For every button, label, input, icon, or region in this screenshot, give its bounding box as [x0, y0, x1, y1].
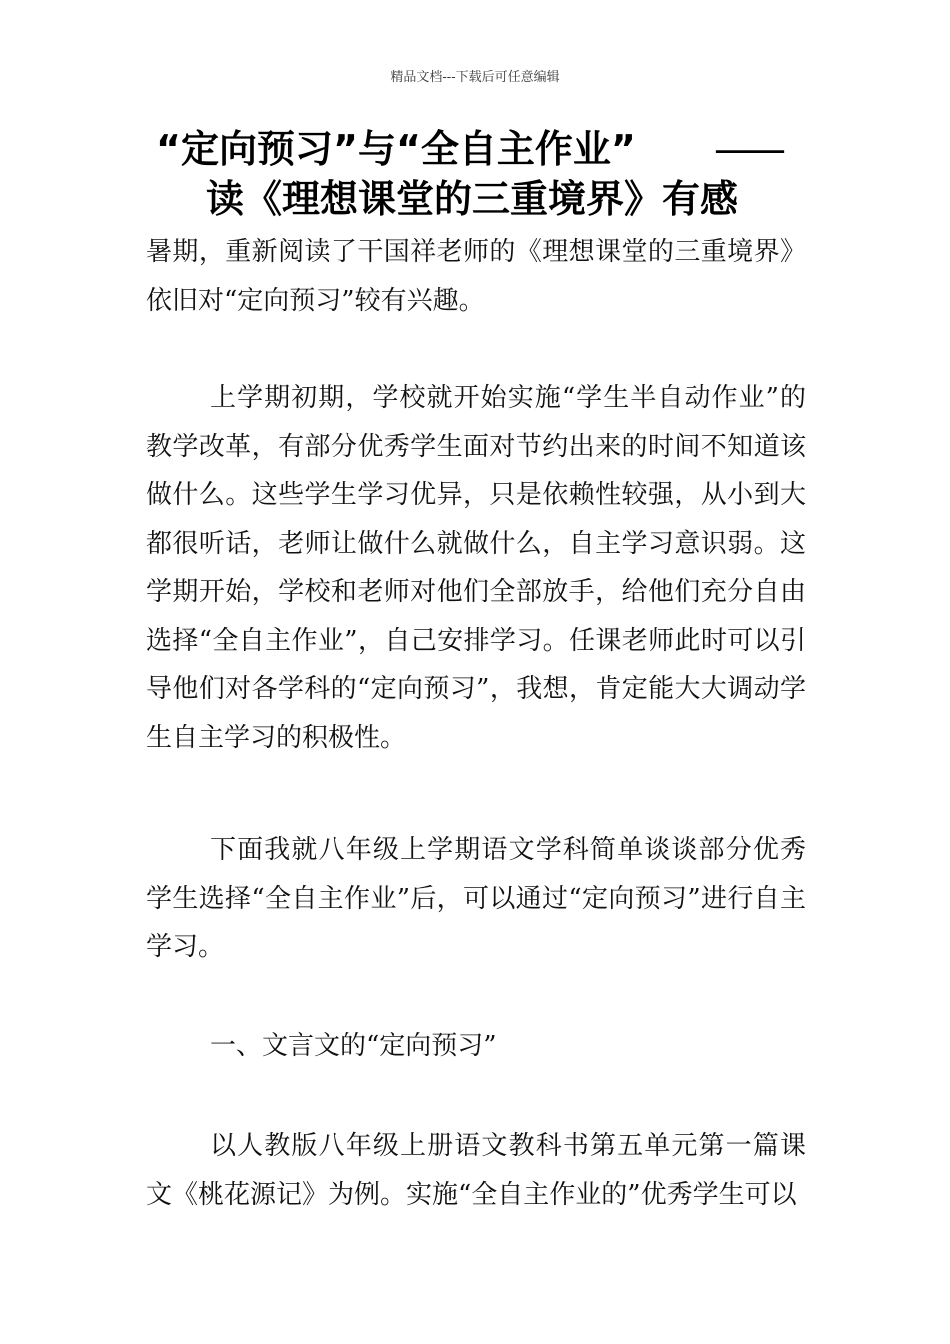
title-dash: —— — [714, 127, 782, 171]
header-note: 精品文档---下载后可任意编辑 — [390, 70, 560, 85]
document-title-line-1 — [156, 126, 816, 172]
paragraph-intro: 暑期，重新阅读了干国祥老师的《理想课堂的三重境界》依旧对“定向预习”较有兴趣。 — [146, 237, 806, 316]
document-title-line-2: 读《理想课堂的三重境界》有感 — [206, 177, 739, 221]
section-heading: 一、文言文的“定向预习” — [210, 1031, 497, 1061]
paragraph-overview: 下面我就八年级上学期语文学科简单谈谈部分优秀学生选择“全自主作业”后，可以通过“定向预习”进行自主学习。 — [146, 835, 806, 962]
paragraph-background: 上学期初期，学校就开始实施“学生半自动作业”的教学改革，有部分优秀学生面对节约出来的时间不知道该做什么。这些学生学习优异，只是依赖性较强，从小到大都很听话，老师让做什么就做什么，自主学习意识弱。这学期开始，学校和老师对他们全部放手，给他们充分自由选择“全自主作业”，自己安排学习。任课老师此时可以引导他们对各学科的“定向预习”，我想，肯定能大大调动学生自主学习的积极性。 — [146, 383, 806, 753]
paragraph-example: 以人教版八年级上册语文教科书第五单元第一篇课文《桃花源记》为例。实施“全自主作业的”优秀学生可以 — [146, 1131, 806, 1210]
title-main-text: “定向预习”与“全自主作业” — [156, 127, 636, 171]
